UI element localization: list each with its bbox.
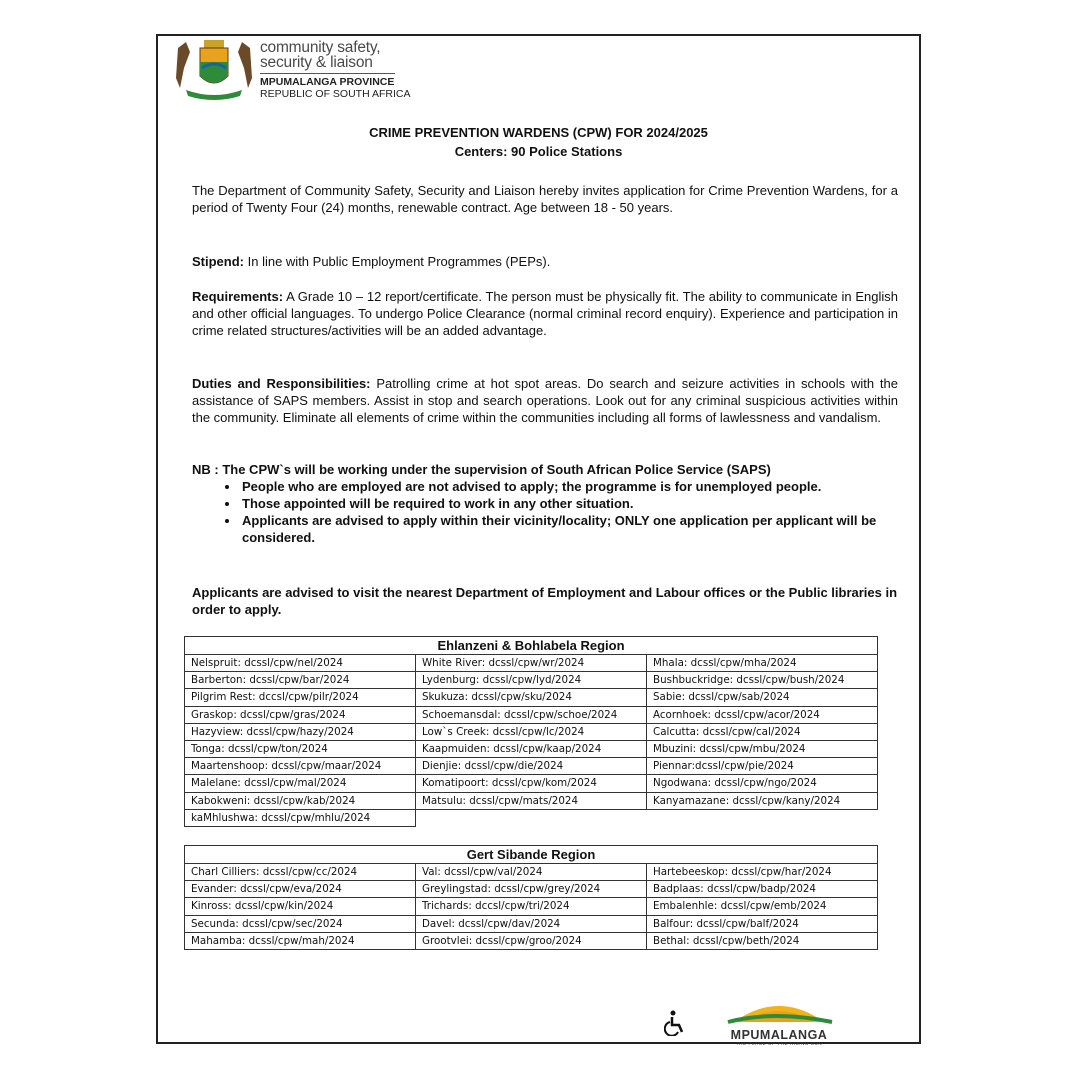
table-cell: Maartenshoop: dcssl/cpw/maar/2024 (185, 758, 416, 775)
table-cell: Nelspruit: dcssl/cpw/nel/2024 (185, 655, 416, 672)
table-cell: Komatipoort: dcssl/cpw/kom/2024 (416, 775, 647, 792)
table-cell: Acornhoek: dcssl/cpw/acor/2024 (647, 706, 878, 723)
table-row (185, 655, 878, 672)
stipend-paragraph (192, 253, 898, 270)
table-cell: Bethal: dcssl/cpw/beth/2024 (647, 932, 878, 949)
table-cell: Grootvlei: dcssl/cpw/groo/2024 (416, 932, 647, 949)
table-cell: Calcutta: dcssl/cpw/cal/2024 (647, 723, 878, 740)
duties-text: Patrolling crime at hot spot areas. Do search and seizure activities in schools with the assistance of SAPS members. Assist in stop and search operations. Look out for any criminal suspicious activities within the community. Eliminate all elements of crime within the communities including all forms of lawlessness and vandalism. (192, 376, 898, 425)
dept-line-2: security & liaison (260, 54, 373, 71)
dept-line-1: community safety, (260, 39, 381, 56)
apply-note: Applicants are advised to visit the nearest Department of Employment and Labour offices or the Public libraries in order to apply. (192, 585, 898, 617)
table-row (185, 881, 878, 898)
coat-of-arms-icon (172, 38, 256, 102)
table-cell: Sabie: dcssl/cpw/sab/2024 (647, 689, 878, 706)
empty-cell (647, 809, 878, 826)
table-row (185, 758, 878, 775)
nb-heading: NB : The CPW`s will be working under the supervision of South African Police Service (SAPS) (192, 462, 771, 477)
country-name: REPUBLIC OF SOUTH AFRICA (260, 88, 411, 100)
table-cell: Barberton: dcssl/cpw/bar/2024 (185, 672, 416, 689)
region-heading: Ehlanzeni & Bohlabela Region (185, 637, 878, 655)
table-cell: Dienjie: dcssl/cpw/die/2024 (416, 758, 647, 775)
empty-cell (416, 809, 647, 826)
table-cell: Secunda: dcssl/cpw/sec/2024 (185, 915, 416, 932)
requirements-label: Requirements: (192, 289, 284, 304)
table-cell: Hartebeeskop: dcssl/cpw/har/2024 (647, 864, 878, 881)
table-row (185, 689, 878, 706)
table-row (185, 898, 878, 915)
table-cell: Mbuzini: dcssl/cpw/mbu/2024 (647, 740, 878, 757)
region-heading: Gert Sibande Region (185, 846, 878, 864)
requirements-text: A Grade 10 – 12 report/certificate. The person must be physically fit. The ability to communicate in English and other official languages. To undergo Police Clearance (normal criminal record enquiry). Experience and participation in crime related structures/activities will be an added advantage. (192, 289, 898, 338)
table-cell: Hazyview: dcssl/cpw/hazy/2024 (185, 723, 416, 740)
table-row (185, 706, 878, 723)
table-row (185, 809, 878, 826)
table-cell: Matsulu: dcssl/cpw/mats/2024 (416, 792, 647, 809)
list-item: • Those appointed will be required to work in any other situation. (240, 495, 898, 512)
table-cell: Pilgrim Rest: dccsl/cpw/pilr/2024 (185, 689, 416, 706)
table-cell: Schoemansdal: dcssl/cpw/schoe/2024 (416, 706, 647, 723)
table-cell: Mahamba: dcssl/cpw/mah/2024 (185, 932, 416, 949)
ehlanzeni-bohlabela-table (184, 636, 878, 827)
table-row (185, 792, 878, 809)
table-cell: Kabokweni: dcssl/cpw/kab/2024 (185, 792, 416, 809)
table-row (185, 864, 878, 881)
table-cell: Ngodwana: dcssl/cpw/ngo/2024 (647, 775, 878, 792)
table-cell: Evander: dcssl/cpw/eva/2024 (185, 881, 416, 898)
table-cell: Greylingstad: dcssl/cpw/grey/2024 (416, 881, 647, 898)
mpumalanga-logo (714, 996, 844, 1046)
table-cell: Low`s Creek: dcssl/cpw/lc/2024 (416, 723, 647, 740)
intro-paragraph: The Department of Community Safety, Security and Liaison hereby invites application for Crime Prevention Wardens, for a period of Twenty Four (24) months, renewable contract. Age between 18 - 50 years. (192, 183, 898, 215)
stipend-label: Stipend: (192, 254, 244, 269)
notice-page (156, 34, 921, 1044)
brand-tagline: THE PLACE OF THE RISING SUN (735, 1041, 823, 1046)
nb-list (192, 478, 898, 546)
table-cell: Malelane: dcssl/cpw/mal/2024 (185, 775, 416, 792)
table-row (185, 932, 878, 949)
page-subtitle: Centers: 90 Police Stations (454, 144, 623, 159)
table-cell: White River: dcssl/cpw/wr/2024 (416, 655, 647, 672)
table-cell: Bushbuckridge: dcssl/cpw/bush/2024 (647, 672, 878, 689)
table-row (185, 740, 878, 757)
table-cell: Balfour: dcssl/cpw/balf/2024 (647, 915, 878, 932)
table-cell: Embalenhle: dcssl/cpw/emb/2024 (647, 898, 878, 915)
table-cell: Kinross: dcssl/cpw/kin/2024 (185, 898, 416, 915)
duties-paragraph (192, 375, 898, 426)
department-header (172, 38, 472, 102)
requirements-paragraph (192, 288, 898, 339)
brand-name: MPUMALANGA (730, 1028, 828, 1042)
table-row (185, 775, 878, 792)
duties-label: Duties and Responsibilities: (192, 376, 371, 391)
nb-section (192, 461, 898, 546)
table-cell: kaMhlushwa: dcssl/cpw/mhlu/2024 (185, 809, 416, 826)
rising-sun-icon (714, 996, 844, 1024)
table-cell: Tonga: dcssl/cpw/ton/2024 (185, 740, 416, 757)
gert-sibande-table (184, 845, 878, 950)
table-cell: Mhala: dcssl/cpw/mha/2024 (647, 655, 878, 672)
list-item: • Applicants are advised to apply within their vicinity/locality; ONLY one application per applicant will be considered. (240, 512, 898, 546)
stipend-text: In line with Public Employment Programmes (PEPs). (244, 254, 551, 269)
page-title: CRIME PREVENTION WARDENS (CPW) FOR 2024/2025 (369, 125, 708, 140)
table-cell: Badplaas: dcssl/cpw/badp/2024 (647, 881, 878, 898)
wheelchair-icon (664, 1010, 686, 1036)
department-name (260, 40, 411, 100)
table-cell: Kaapmuiden: dcssl/cpw/kaap/2024 (416, 740, 647, 757)
table-row (185, 672, 878, 689)
table-cell: Graskop: dcssl/cpw/gras/2024 (185, 706, 416, 723)
table-cell: Trichards: dccsl/cpw/tri/2024 (416, 898, 647, 915)
table-cell: Charl Cilliers: dcssl/cpw/cc/2024 (185, 864, 416, 881)
list-item: • People who are employed are not advised to apply; the programme is for unemployed people. (240, 478, 898, 495)
province-name: MPUMALANGA PROVINCE (260, 76, 395, 88)
table-cell: Skukuza: dcssl/cpw/sku/2024 (416, 689, 647, 706)
table-row (185, 915, 878, 932)
table-row (185, 723, 878, 740)
table-cell: Val: dcssl/cpw/val/2024 (416, 864, 647, 881)
table-cell: Davel: dcssl/cpw/dav/2024 (416, 915, 647, 932)
table-cell: Piennar:dcssl/cpw/pie/2024 (647, 758, 878, 775)
table-cell: Kanyamazane: dcssl/cpw/kany/2024 (647, 792, 878, 809)
divider (260, 73, 395, 74)
table-cell: Lydenburg: dcssl/cpw/lyd/2024 (416, 672, 647, 689)
